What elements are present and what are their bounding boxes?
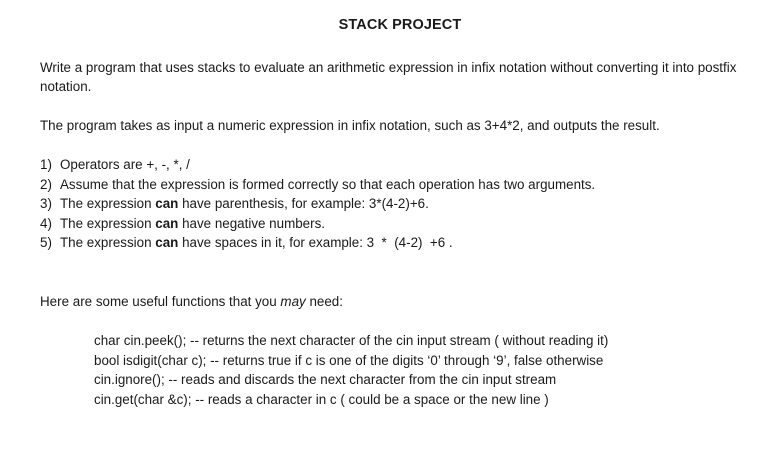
function-item: cin.get(char &c); -- reads a character in c ( could be a space or the new line ) — [94, 391, 549, 407]
function-item: bool isdigit(char c); -- returns true if c is one of the digits ‘0’ through ‘9’, false otherwise — [94, 352, 604, 368]
list-item-number: 2) — [40, 176, 52, 192]
list-item-text: The expression — [60, 235, 156, 250]
list-item-number: 4) — [40, 215, 52, 231]
list-item-text-after: have negative numbers. — [178, 215, 326, 231]
requirements-list — [40, 155, 595, 253]
list-item-text-after: have parenthesis, for example: 3*(4-2)+6. — [178, 196, 429, 211]
intro-paragraph: Write a program that uses stacks to evaluate an arithmetic expression in infix notation without converting it into postfix notation. — [40, 60, 737, 94]
list-item-text-after: have spaces in it, for example: 3 * (4-2) +6 . — [178, 235, 453, 250]
document-title: STACK PROJECT — [338, 17, 462, 33]
emphasis-may: may — [280, 294, 306, 309]
functions-intro — [40, 292, 760, 311]
functions-intro-text-after: need: — [305, 294, 343, 309]
list-item — [40, 233, 595, 253]
emphasis-can: can — [155, 215, 179, 231]
functions-list — [94, 331, 608, 409]
list-item — [40, 175, 595, 195]
input-paragraph: The program takes as input a numeric expression in infix notation, such as 3+4*2, and outputs the result. — [40, 118, 660, 133]
emphasis-can: can — [155, 235, 179, 250]
function-item: cin.ignore(); -- reads and discards the next character from the cin input stream — [94, 372, 557, 387]
list-item — [40, 155, 595, 175]
list-item-number: 5) — [40, 235, 52, 250]
list-item-text: The expression — [60, 196, 156, 211]
list-item — [40, 214, 595, 234]
list-item — [40, 194, 595, 214]
list-item-number: 1) — [40, 157, 52, 172]
functions-intro-text: Here are some useful functions that you — [40, 294, 281, 309]
emphasis-can: can — [155, 196, 179, 211]
list-item-number: 3) — [40, 196, 52, 211]
list-item-text: Assume that the expression is formed correctly so that each operation has two arguments. — [60, 176, 596, 192]
list-item-text: The expression — [60, 215, 156, 231]
list-item-text: Operators are +, -, *, / — [60, 157, 190, 172]
function-item: char cin.peek(); -- returns the next character of the cin input stream ( without reading it) — [94, 333, 609, 348]
